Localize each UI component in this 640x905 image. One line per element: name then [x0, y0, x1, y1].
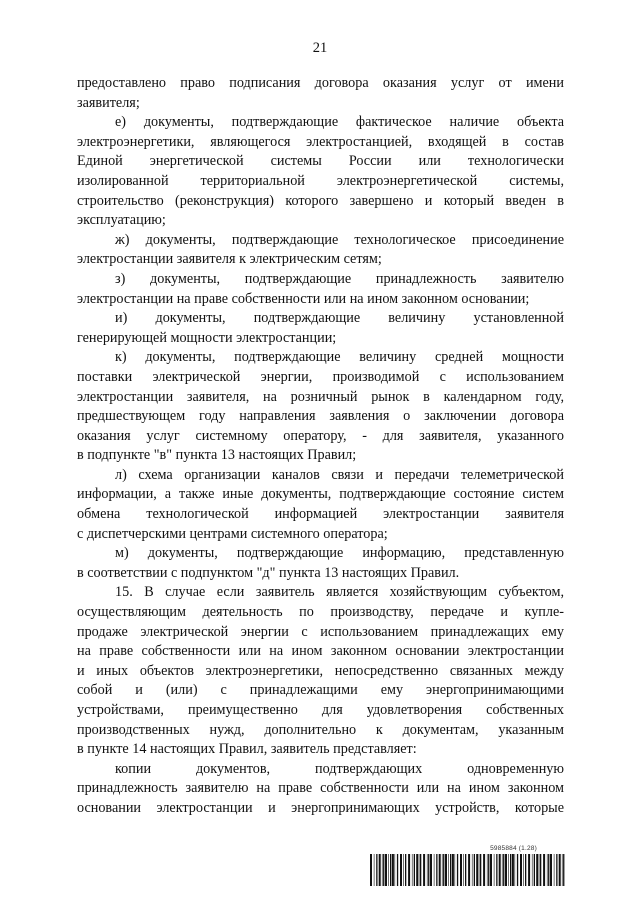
- barcode-bars-icon: [370, 854, 565, 886]
- text-line: на праве собственности или на ином законном основании электростанции: [77, 643, 564, 660]
- text-line: предоставлено право подписания договора оказания услуг от имени: [77, 75, 564, 91]
- text-line: электростанции заявителя к электрическим сетям;: [77, 251, 382, 268]
- text-line: предшествующем году направления заявления о заключении договора: [77, 408, 564, 425]
- text-line: электростанции на праве собственности или на ином законном основании;: [77, 290, 530, 307]
- text-line: основании электростанции и энергопринимающих устройств, которые: [77, 799, 564, 816]
- text-line: к) документы, подтверждающие величину средней мощности: [115, 349, 564, 366]
- document-body: [77, 74, 564, 819]
- text-line: ж) документы, подтверждающие технологическое присоединение: [115, 231, 564, 248]
- text-line: копии документов, подтверждающих одновременную: [115, 760, 564, 777]
- text-line: собой и (или) с принадлежащими ему энергопринимающими: [77, 682, 564, 699]
- text-line: электростанции заявителя, на розничный рынок в календарном году,: [77, 388, 564, 405]
- text-line: принадлежность заявителю на праве собственности или на ином законном: [77, 780, 564, 797]
- text-line: и) документы, подтверждающие величину установленной: [115, 310, 564, 327]
- text-line: е) документы, подтверждающие фактическое наличие объекта: [115, 114, 564, 131]
- text-line: з) документы, подтверждающие принадлежность заявителю: [115, 270, 564, 287]
- barcode: [370, 845, 565, 895]
- text-line: Единой энергетической системы России или технологически: [77, 153, 564, 170]
- text-line: в соответствии с подпунктом "д" пункта 13 настоящих Правил.: [77, 564, 460, 581]
- text-line: генерирующей мощности электростанции;: [77, 329, 337, 346]
- text-line: л) схема организации каналов связи и передачи телеметрической: [115, 466, 564, 483]
- page-number: 21: [312, 40, 328, 56]
- text-line: электроэнергетики, являющегося электростанцией, входящей в состав: [77, 133, 564, 150]
- text-line: и иных объектов электроэнергетики, непосредственно связанных между: [77, 662, 564, 679]
- text-line: изолированной территориальной электроэнергетической системы,: [77, 172, 564, 189]
- text-line: 15. В случае если заявитель является хозяйствующим субъектом,: [115, 584, 564, 601]
- text-line: продаже электрической энергии с использованием принадлежащих ему: [77, 623, 564, 640]
- barcode-label: 5985884 (1.28): [490, 845, 537, 852]
- text-line: устройствами, преимущественно для удовлетворения собственных: [77, 702, 564, 718]
- text-line: заявителя;: [77, 94, 140, 111]
- text-line: оказания услуг системному оператору, - для заявителя, указанного: [77, 427, 564, 444]
- text-line: производственных нужд, дополнительно к документам, указанным: [77, 721, 564, 738]
- text-line: эксплуатацию;: [77, 212, 166, 229]
- text-line: в подпункте "в" пункта 13 настоящих Правил;: [77, 447, 357, 464]
- text-line: обмена технологической информацией электростанции заявителя: [77, 506, 564, 523]
- text-line: осуществляющим деятельность по производству, передаче и купле-: [77, 604, 564, 621]
- text-line: м) документы, подтверждающие информацию, представленную: [115, 545, 564, 562]
- text-line: в пункте 14 настоящих Правил, заявитель представляет:: [77, 741, 417, 758]
- text-line: строительство (реконструкция) которого завершено и который введен в: [77, 192, 564, 209]
- text-line: информации, а также иные документы, подтверждающие состояние систем: [77, 486, 564, 503]
- text-line: с диспетчерскими центрами системного оператора;: [77, 525, 388, 542]
- text-line: поставки электрической энергии, производимой с использованием: [77, 368, 564, 385]
